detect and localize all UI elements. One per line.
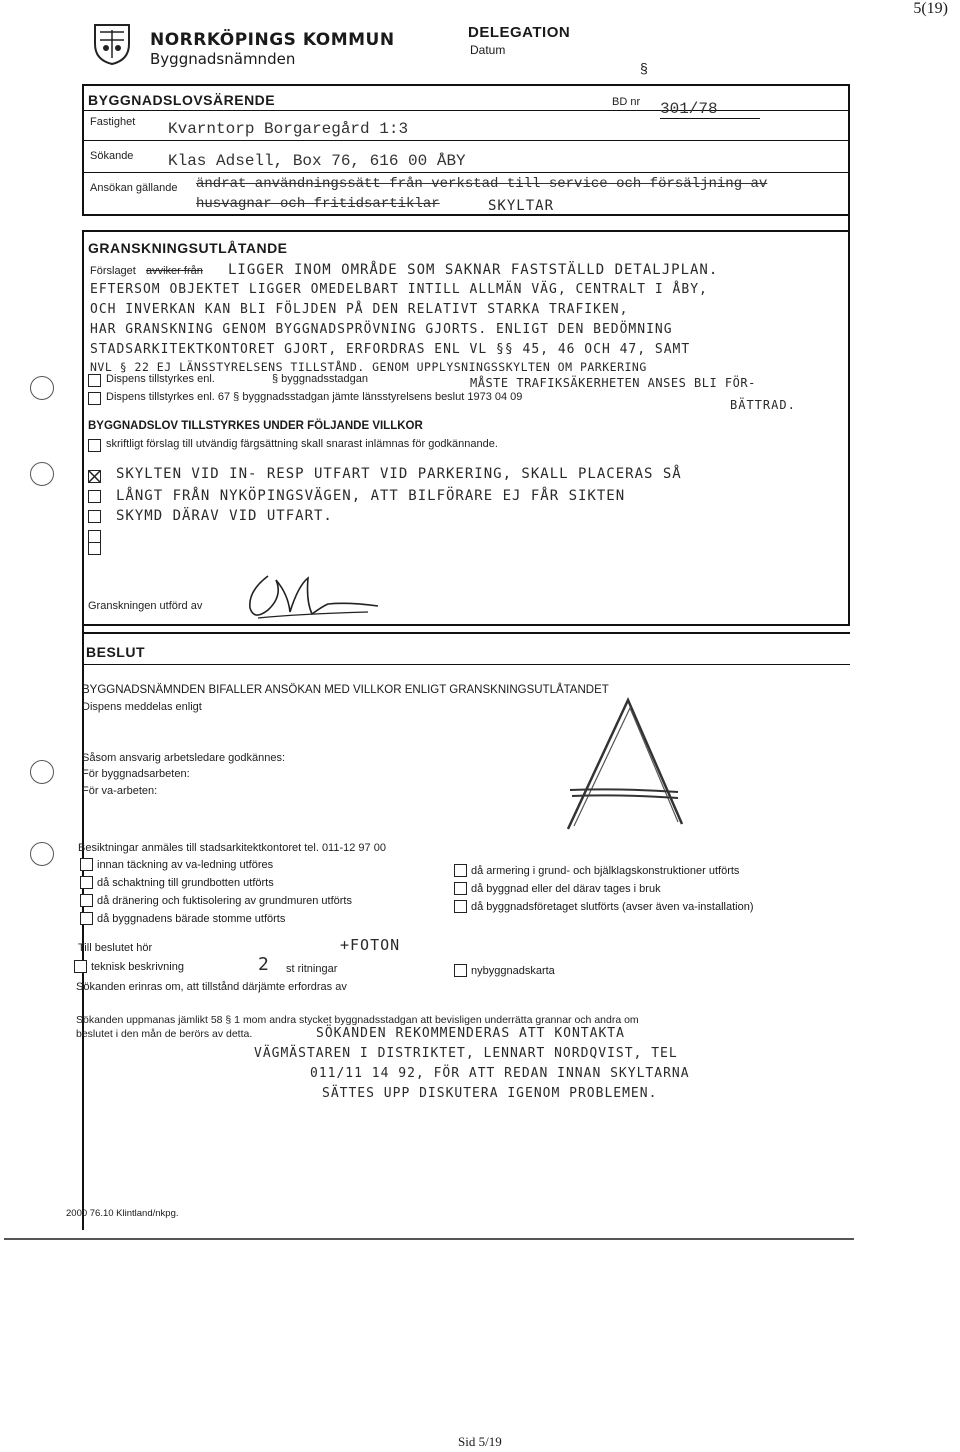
- inspect-left-item[interactable]: [80, 894, 352, 907]
- doc-type: DELEGATION: [468, 24, 571, 41]
- belongs-label: Till beslutet hör: [78, 942, 153, 954]
- reviewer-label: Granskningen utförd av: [88, 600, 203, 612]
- application-handwritten: SKYLTAR: [488, 198, 555, 214]
- new-map-item[interactable]: [454, 964, 555, 977]
- inspect-right-item[interactable]: [454, 882, 661, 895]
- inspect-right-text: då byggnad eller del därav tages i bruk: [471, 882, 661, 895]
- condition-checkbox[interactable]: [88, 510, 101, 523]
- punch-hole: [30, 760, 54, 784]
- approval-stamp: [560, 694, 690, 834]
- dispens-1-text: Dispens tillstyrkes enl.: [106, 373, 215, 385]
- property-value: Kvarntorp Borgaregård 1:3: [168, 120, 409, 138]
- org-dept: Byggnadsnämnden: [150, 50, 296, 68]
- divider: [82, 214, 850, 216]
- punch-hole: [30, 376, 54, 400]
- application-struck-2: husvagnar och fritidsartiklar: [196, 196, 440, 212]
- condition-hw-line: LÅNGT FRÅN NYKÖPINGSVÄGEN, ATT BILFÖRARE EJ FÅR SIKTEN: [116, 488, 626, 504]
- inspect-checkbox[interactable]: [454, 882, 467, 895]
- review-hw-line: NVL § 22 EJ LÄNSSTYRELSENS TILLSTÅND. GENOM UPPLYSNINGSSKYLTEN OM PARKERING: [90, 360, 647, 374]
- notice-line-1: Sökanden uppmanas jämlikt 58 § 1 mom andra stycket byggnadsstadgan att bevisligen underrätta grannar och andra om: [76, 1014, 639, 1026]
- review-hw-line: LIGGER INOM OMRÅDE SOM SAKNAR FASTSTÄLLD DETALJPLAN.: [228, 262, 719, 278]
- bd-value: 301/78: [660, 100, 718, 118]
- application-struck-1: ändrat användningssätt från verkstad till service och försäljning av: [196, 176, 768, 192]
- divider: [82, 230, 850, 232]
- conditions-title: BYGGNADSLOV TILLSTYRKES UNDER FÖLJANDE VILLKOR: [88, 420, 423, 432]
- reminder-text: Sökanden erinras om, att tillstånd därjämte erfordras av: [76, 981, 347, 993]
- divider: [4, 1238, 854, 1240]
- bd-label: BD nr: [612, 96, 641, 108]
- form-code: 2000 76.10 Klintland/nkpg.: [66, 1208, 179, 1219]
- notice-hw-line: SÖKANDEN REKOMMENDERAS ATT KONTAKTA: [316, 1026, 625, 1041]
- review-hw-line: MÅSTE TRAFIKSÄKERHETEN ANSES BLI FÖR-: [470, 376, 756, 390]
- review-hw-line: EFTERSOM OBJEKTET LIGGER OMEDELBART INTILL ALLMÄN VÄG, CENTRALT I ÅBY,: [90, 282, 708, 297]
- notice-line-2: beslutet i den mån de berörs av detta.: [76, 1028, 253, 1040]
- inspect-left-text: innan täckning av va-ledning utföres: [97, 858, 274, 871]
- date-label: Datum: [470, 43, 506, 57]
- decision-statement: BYGGNADSNÄMNDEN BIFALLER ANSÖKAN MED VILLKOR ENLIGT GRANSKNINGSUTLÅTANDET: [82, 684, 609, 696]
- new-map-checkbox[interactable]: [454, 964, 467, 977]
- condition-checkbox[interactable]: [88, 490, 101, 503]
- review-hw-line: STADSARKITEKTKONTORET GJORT, ERFORDRAS ENL VL §§ 45, 46 OCH 47, SAMT: [90, 342, 691, 357]
- tech-desc-checkbox[interactable]: [74, 960, 87, 973]
- condition-print: skriftligt förslag till utvändig färgsättning skall snarast inlämnas för godkännande.: [106, 438, 498, 450]
- for-water-label: För va-arbeten:: [82, 785, 158, 797]
- applicant-label: Sökande: [90, 150, 134, 162]
- form-border-left: [82, 230, 84, 1230]
- belongs-handwritten: +FOTON: [340, 936, 401, 954]
- proposal-struck: avviker från: [146, 265, 203, 277]
- form-border-top: [82, 84, 850, 86]
- divider: [82, 140, 850, 141]
- decision-dispens: Dispens meddelas enligt: [82, 701, 202, 713]
- decision-title: BESLUT: [86, 644, 145, 660]
- divider: [82, 110, 850, 111]
- dispens-1-para: § byggnadsstadgan: [272, 373, 369, 385]
- inspect-right-item[interactable]: [454, 864, 739, 877]
- page-marker: 5(19): [913, 0, 948, 17]
- inspect-checkbox[interactable]: [454, 900, 467, 913]
- condition-checkbox[interactable]: [88, 542, 101, 555]
- drawings-count: 2: [258, 954, 270, 975]
- notice-hw-line: 011/11 14 92, FÖR ATT REDAN INNAN SKYLTARNA: [310, 1066, 690, 1081]
- case-title: BYGGNADSLOVSÄRENDE: [88, 92, 276, 108]
- form-border-left: [82, 84, 84, 214]
- inspect-right-text: då byggnadsföretaget slutförts (avser även va-installation): [471, 900, 754, 913]
- para-sign: §: [640, 60, 648, 76]
- supervisor-label: Såsom ansvarig arbetsledare godkännes:: [82, 752, 286, 764]
- divider: [660, 118, 760, 119]
- inspect-left-text: då dränering och fuktisolering av grundmuren utförts: [97, 894, 352, 907]
- divider: [82, 632, 850, 634]
- notice-hw-line: VÄGMÄSTAREN I DISTRIKTET, LENNART NORDQVIST, TEL: [254, 1046, 678, 1061]
- inspect-checkbox[interactable]: [80, 858, 93, 871]
- page-label: Sid 5/19: [458, 1434, 502, 1449]
- divider: [82, 624, 850, 626]
- dispens-1-checkbox[interactable]: [88, 374, 101, 387]
- punch-hole: [30, 842, 54, 866]
- inspect-checkbox[interactable]: [454, 864, 467, 877]
- inspect-checkbox[interactable]: [80, 894, 93, 907]
- review-title: GRANSKNINGSUTLÅTANDE: [88, 240, 288, 256]
- dispens-2-checkbox[interactable]: [88, 392, 101, 405]
- org-name: NORRKÖPINGS KOMMUN: [150, 30, 395, 50]
- punch-hole: [30, 462, 54, 486]
- inspect-left-item[interactable]: [80, 858, 273, 871]
- inspect-left-item[interactable]: [80, 912, 285, 925]
- application-label: Ansökan gällande: [90, 182, 178, 194]
- municipal-crest: [92, 22, 132, 66]
- inspect-checkbox[interactable]: [80, 912, 93, 925]
- review-hw-line: HAR GRANSKNING GENOM BYGGNADSPRÖVNING GJORTS. ENLIGT DEN BEDÖMNING: [90, 322, 673, 337]
- inspect-right-item[interactable]: [454, 900, 754, 913]
- drawings-label: st ritningar: [286, 963, 338, 975]
- review-hw-line: BÄTTRAD.: [730, 398, 796, 412]
- property-label: Fastighet: [90, 116, 136, 128]
- inspection-label: Besiktningar anmäles till stadsarkitektkontoret tel. 011-12 97 00: [78, 842, 386, 854]
- applicant-value: Klas Adsell, Box 76, 616 00 ÅBY: [168, 152, 466, 170]
- proposal-label: Förslaget: [90, 265, 136, 277]
- form-border-right: [848, 84, 850, 624]
- condition-hw-checkbox-checked[interactable]: [88, 470, 101, 483]
- inspect-left-text: då schaktning till grundbotten utförts: [97, 876, 274, 889]
- review-hw-line: OCH INVERKAN KAN BLI FÖLJDEN PÅ DEN RELATIVT STARKA TRAFIKEN,: [90, 302, 629, 317]
- inspect-checkbox[interactable]: [80, 876, 93, 889]
- inspect-right-text: då armering i grund- och bjälklagskonstruktioner utförts: [471, 864, 740, 877]
- dispens-2-text: Dispens tillstyrkes enl. 67 § byggnadsstadgan jämte länsstyrelsens beslut 1973 04 09: [106, 391, 523, 403]
- condition-hw-line: SKYLTEN VID IN- RESP UTFART VID PARKERING, SKALL PLACERAS SÅ: [116, 466, 682, 482]
- inspect-left-item[interactable]: [80, 876, 274, 889]
- reviewer-signature: [228, 566, 388, 626]
- tech-desc-item[interactable]: [74, 960, 184, 973]
- notice-hw-line: SÄTTES UPP DISKUTERA IGENOM PROBLEMEN.: [322, 1086, 658, 1101]
- tech-desc-text: teknisk beskrivning: [91, 960, 184, 973]
- new-map-text: nybyggnadskarta: [471, 964, 555, 977]
- divider: [82, 172, 850, 173]
- divider: [82, 664, 850, 665]
- condition-hw-line: SKYMD DÄRAV VID UTFART.: [116, 508, 333, 524]
- condition-checkbox[interactable]: [88, 439, 101, 452]
- inspect-left-text: då byggnadens bärade stomme utförts: [97, 912, 286, 925]
- for-building-label: För byggnadsarbeten:: [82, 768, 190, 780]
